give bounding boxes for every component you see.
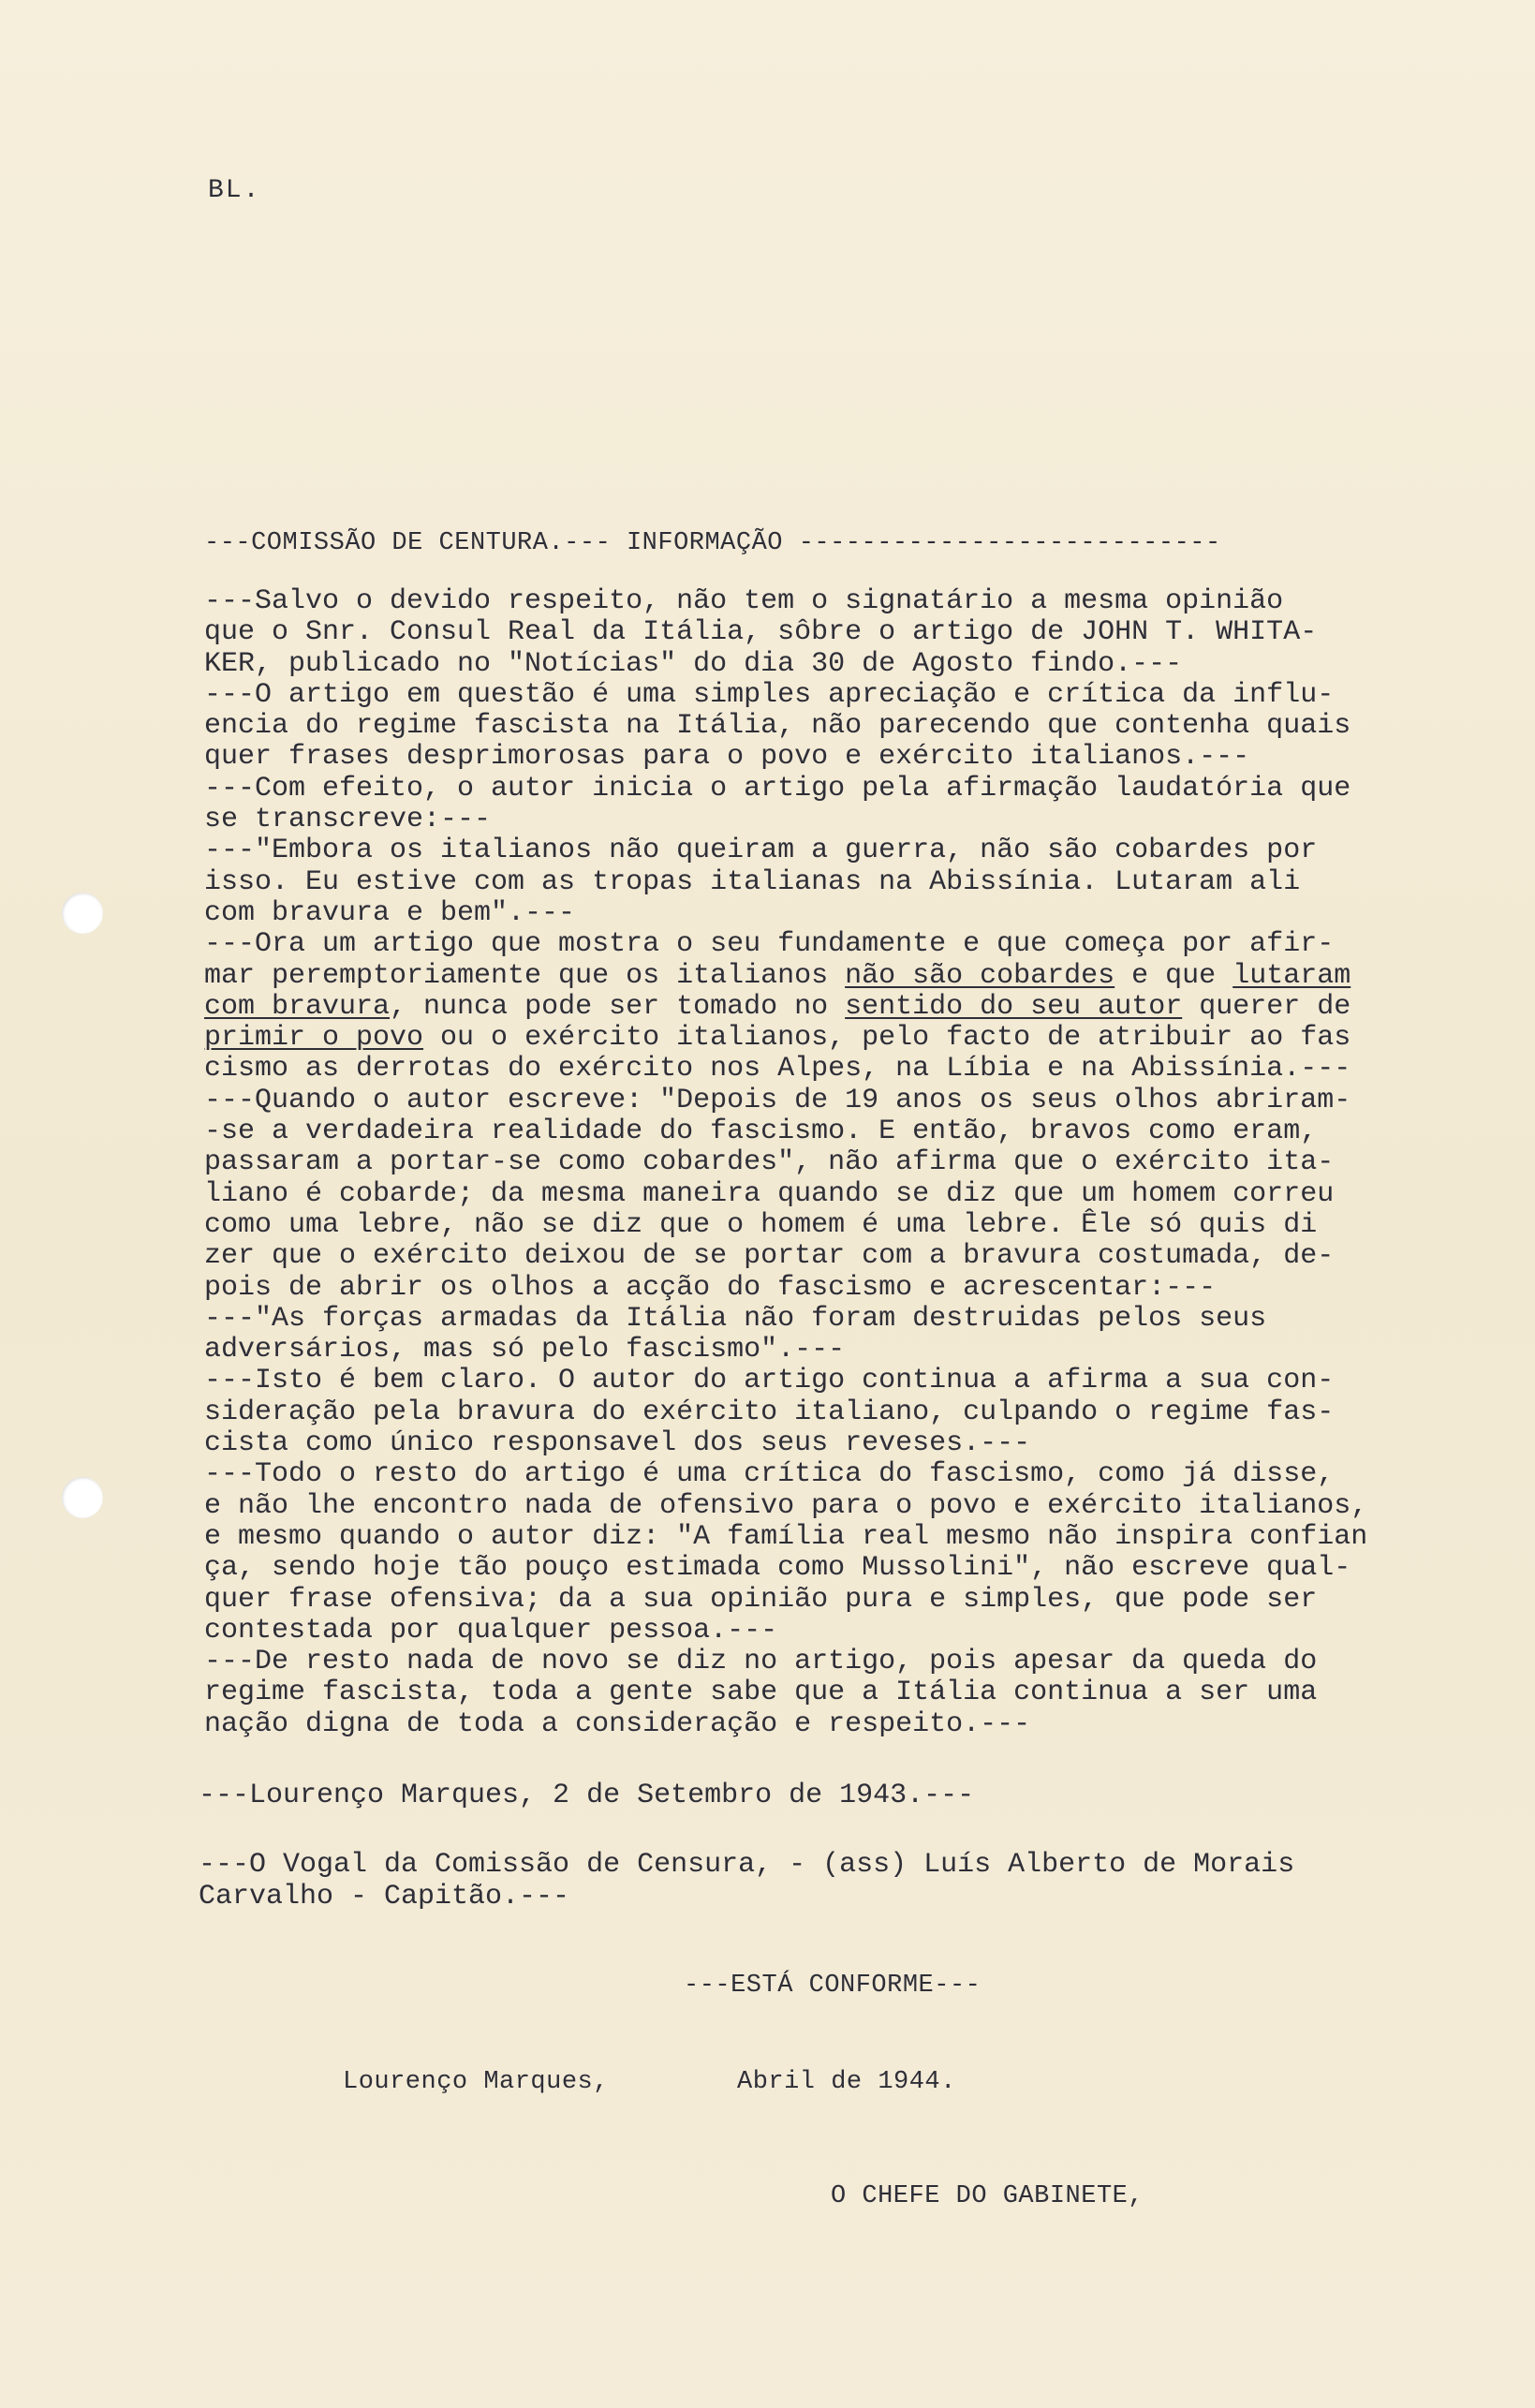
punch-hole	[62, 893, 103, 934]
text-line	[204, 961, 1478, 992]
text-line: se transcreve:---	[204, 804, 492, 836]
text-line: cista como único responsavel dos seus reveses.---	[204, 1427, 1031, 1460]
text-line: que o Snr. Consul Real da Itália, sôbre o artigo de JOHN T. WHITA-	[204, 616, 1318, 649]
text-line: ---Isto é bem claro. O autor do artigo continua a afirma a sua con-	[204, 1365, 1335, 1397]
text-line: ---Salvo o devido respeito, não tem o signatário a mesma opinião	[204, 585, 1284, 617]
text-segment: mar peremptoriamente que os italianos	[204, 959, 846, 992]
text-line: ---Ora um artigo que mostra o seu fundamente e que começa por afir-	[204, 928, 1335, 961]
punch-hole	[62, 1477, 103, 1518]
text-line: adversários, mas só pelo fascismo".---	[204, 1334, 846, 1367]
text-line: encia do regime fascista na Itália, não parecendo que contenha quais	[204, 710, 1351, 743]
text-segment: e que	[1114, 959, 1233, 992]
text-line: quer frase ofensiva; da a sua opinião pura e simples, que pode ser	[204, 1583, 1318, 1616]
text-line: passaram a portar-se como cobardes", não afirma que o exército ita-	[204, 1146, 1335, 1179]
text-line: regime fascista, toda a gente sabe que a Itália continua a ser uma	[204, 1677, 1318, 1709]
text-segment: , nunca pode ser tomado no	[390, 990, 846, 1023]
date-line: ---Lourenço Marques, 2 de Setembro de 1943.---	[199, 1780, 975, 1811]
underlined-phrase: primir o povo	[204, 1022, 424, 1055]
document-header: ---COMISSÃO DE CENTURA.--- INFORMAÇÃO ---------------------------	[204, 529, 1221, 557]
place-label: Lourenço Marques,	[343, 2068, 609, 2096]
signature-line-2: Carvalho - Capitão.---	[199, 1881, 570, 1913]
signature-line-1: ---O Vogal da Comissão de Censura, - (ass) Luís Alberto de Morais	[199, 1849, 1295, 1881]
text-segment: ou o exército italianos, pelo facto de atribuir ao fas	[423, 1022, 1351, 1055]
text-line: nação digna de toda a consideração e respeito.---	[204, 1707, 1031, 1740]
text-line: ---"As forças armadas da Itália não foram destruidas pelos seus	[204, 1302, 1267, 1335]
conforme-heading: ---ESTÁ CONFORME---	[684, 1972, 982, 2000]
text-line: KER, publicado no "Notícias" do dia 30 de Agosto findo.---	[204, 647, 1183, 680]
text-line: ça, sendo hoje tão pouço estimada como Mussolini", não escreve qual-	[204, 1552, 1351, 1585]
text-line	[204, 1023, 1478, 1054]
text-line: com bravura e bem".---	[204, 896, 576, 929]
text-line: cismo as derrotas do exército nos Alpes, na Líbia e na Abissínia.---	[204, 1053, 1351, 1086]
text-line: quer frases desprimorosas para o povo e exército italianos.---	[204, 741, 1250, 774]
text-line: ---O artigo em questão é uma simples apreciação e crítica da influ-	[204, 678, 1335, 711]
text-line: ---Todo o resto do artigo é uma crítica do fascismo, como já disse,	[204, 1458, 1335, 1491]
text-line: liano é cobarde; da mesma maneira quando se diz que um homem correu	[204, 1177, 1335, 1210]
text-line: sideração pela bravura do exército italiano, culpando o regime fas-	[204, 1396, 1335, 1428]
text-line: isso. Eu estive com as tropas italianas na Abissínia. Lutaram ali	[204, 865, 1301, 898]
underlined-phrase: sentido do seu autor	[845, 990, 1183, 1023]
text-line: ---De resto nada de novo se diz no artigo, pois apesar da queda do	[204, 1646, 1318, 1678]
text-line: pois de abrir os olhos a acção do fascismo e acrescentar:---	[204, 1271, 1217, 1304]
text-line: como uma lebre, não se diz que o homem é uma lebre. Êle só quis di	[204, 1208, 1318, 1241]
document-body	[204, 586, 1478, 1740]
text-line: zer que o exército deixou de se portar com a bravura costumada, de-	[204, 1240, 1335, 1273]
underlined-phrase: lutaram	[1232, 959, 1351, 992]
text-line	[204, 992, 1478, 1023]
text-line: ---Com efeito, o autor inicia o artigo pela afirmação laudatória que	[204, 772, 1351, 805]
reference-code: BL.	[208, 176, 261, 205]
text-line: ---Quando o autor escreve: "Depois de 19 anos os seus olhos abriram-	[204, 1084, 1351, 1116]
text-line: e mesmo quando o autor diz: "A família real mesmo não inspira confian	[204, 1520, 1368, 1553]
underlined-phrase: não são cobardes	[845, 959, 1115, 992]
text-line: e não lhe encontro nada de ofensivo para o povo e exército italianos,	[204, 1489, 1368, 1522]
chefe-signature-title: O CHEFE DO GABINETE,	[831, 2182, 1144, 2210]
date-label: Abril de 1944.	[737, 2068, 956, 2096]
text-line: ---"Embora os italianos não queiram a guerra, não são cobardes por	[204, 835, 1318, 867]
underlined-phrase: com bravura	[204, 990, 391, 1023]
text-line: contestada por qualquer pessoa.---	[204, 1614, 778, 1647]
text-segment: querer de	[1182, 990, 1351, 1023]
text-line: -se a verdadeira realidade do fascismo. E então, bravos como eram,	[204, 1115, 1318, 1148]
